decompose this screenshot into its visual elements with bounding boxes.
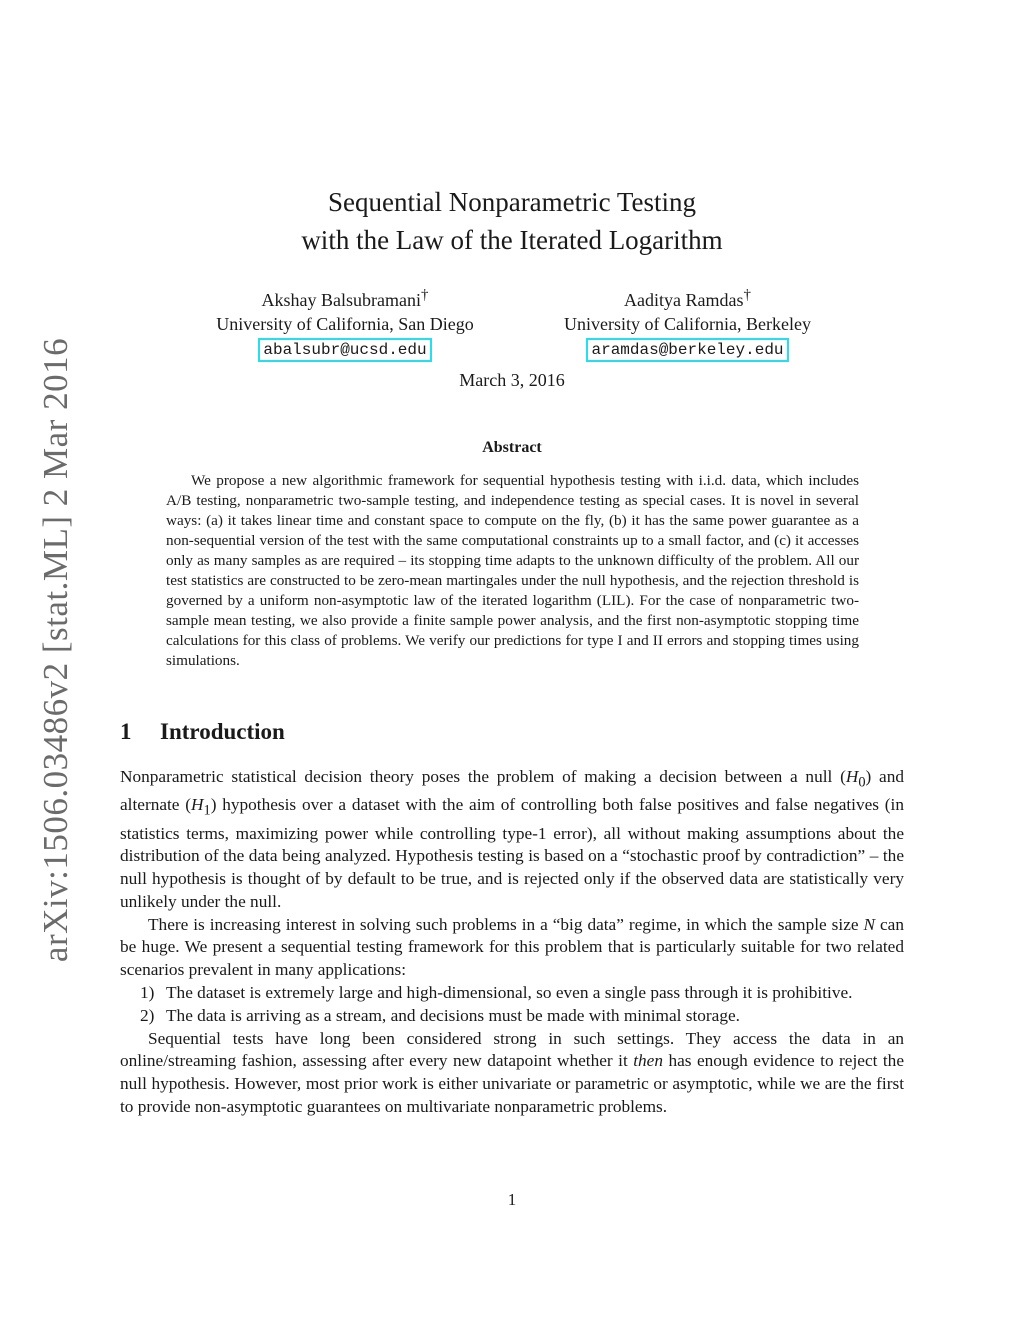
author-block-2 [540,283,835,362]
author-name: Akshay Balsubramani† [261,287,429,310]
author-affiliation: University of California, San Diego [216,314,474,334]
author-email-link[interactable]: aramdas@berkeley.edu [586,338,788,362]
arxiv-stamp: arXiv:1506.03486v2 [stat.ML] 2 Mar 2016 [36,337,75,963]
list-item: 2) The data is arriving as a stream, and decisions must be made with minimal storage. [140,1005,740,1025]
author-affiliation: University of California, Berkeley [564,314,811,334]
section-heading [120,719,285,745]
section-number: 1 [120,719,132,744]
paragraph-3: Sequential tests have long been considered strong in such settings. They access the data in an online/streaming fashion, assessing after every new datapoint whether it then has enough evidence to reject the null hypothesis. However, most prior work is either univariate or parametric or asymptotic, while we are the first to provide non-asymptotic guarantees on multivariate nonparametric problems. [120,1028,904,1117]
author-block-1 [190,283,500,362]
paper-title [120,183,904,259]
section-title: Introduction [160,719,285,744]
paper-date: March 3, 2016 [459,370,565,390]
author-mark: † [743,287,751,303]
scenario-list [120,982,904,1028]
list-item: 1) The dataset is extremely large and high-dimensional, so even a single pass through it is prohibitive. [140,983,853,1003]
abstract-text: We propose a new algorithmic framework for sequential hypothesis testing with i.i.d. data, which includes A/B testing, nonparametric two-sample testing, and independence testing as special cases. It is novel in several ways: (a) it takes linear time and constant space to compute on the fly, (b) it has the same power guarantee as a non-sequential version of the test with the same computational constraints up to a small factor, and (c) it accesses only as many samples as are required – its stopping time adapts to the unknown difficulty of the problem. All our test statistics are constructed to be zero-mean martingales under the null hypothesis, and the rejection threshold is governed by a uniform non-asymptotic law of the iterated logarithm (LIL). For the case of nonparametric two-sample mean testing, we also provide a finite sample power analysis, and the first non-asymptotic stopping time calculations for this class of problems. We verify our predictions for type I and II errors and stopping times using simulations. [166,472,859,669]
abstract-heading: Abstract [482,439,542,456]
paragraph-1: Nonparametric statistical decision theory poses the problem of making a decision between a null $(H_0)$ and alternate $(H_1)$ hypothesis over a dataset with the aim of controlling both false positives and false negatives (in statistics terms, maximizing power while controlling type-1 error), all without making assumptions about the distribution of the data being analyzed. Hypothesis testing is based on a “stochastic proof by contradiction” – the null hypothesis is thought of by default to be true, and is rejected only if the observed data are statistically very unlikely under the null. [120,767,905,911]
section-body [120,766,904,1119]
author-email-link[interactable]: abalsubr@ucsd.edu [258,338,431,362]
author-name: Aaditya Ramdas† [624,287,751,310]
title-line-1: Sequential Nonparametric Testing [327,187,696,217]
page-number: 1 [507,1190,517,1209]
author-mark: † [420,287,429,303]
paragraph-2: There is increasing interest in solving such problems in a “big data” regime, in which the sample size N can be huge. We present a sequential testing framework for this problem that is particularly suitable for two related scenarios prevalent in many applications: [120,914,904,980]
title-line-2: with the Law of the Iterated Logarithm [301,225,723,255]
